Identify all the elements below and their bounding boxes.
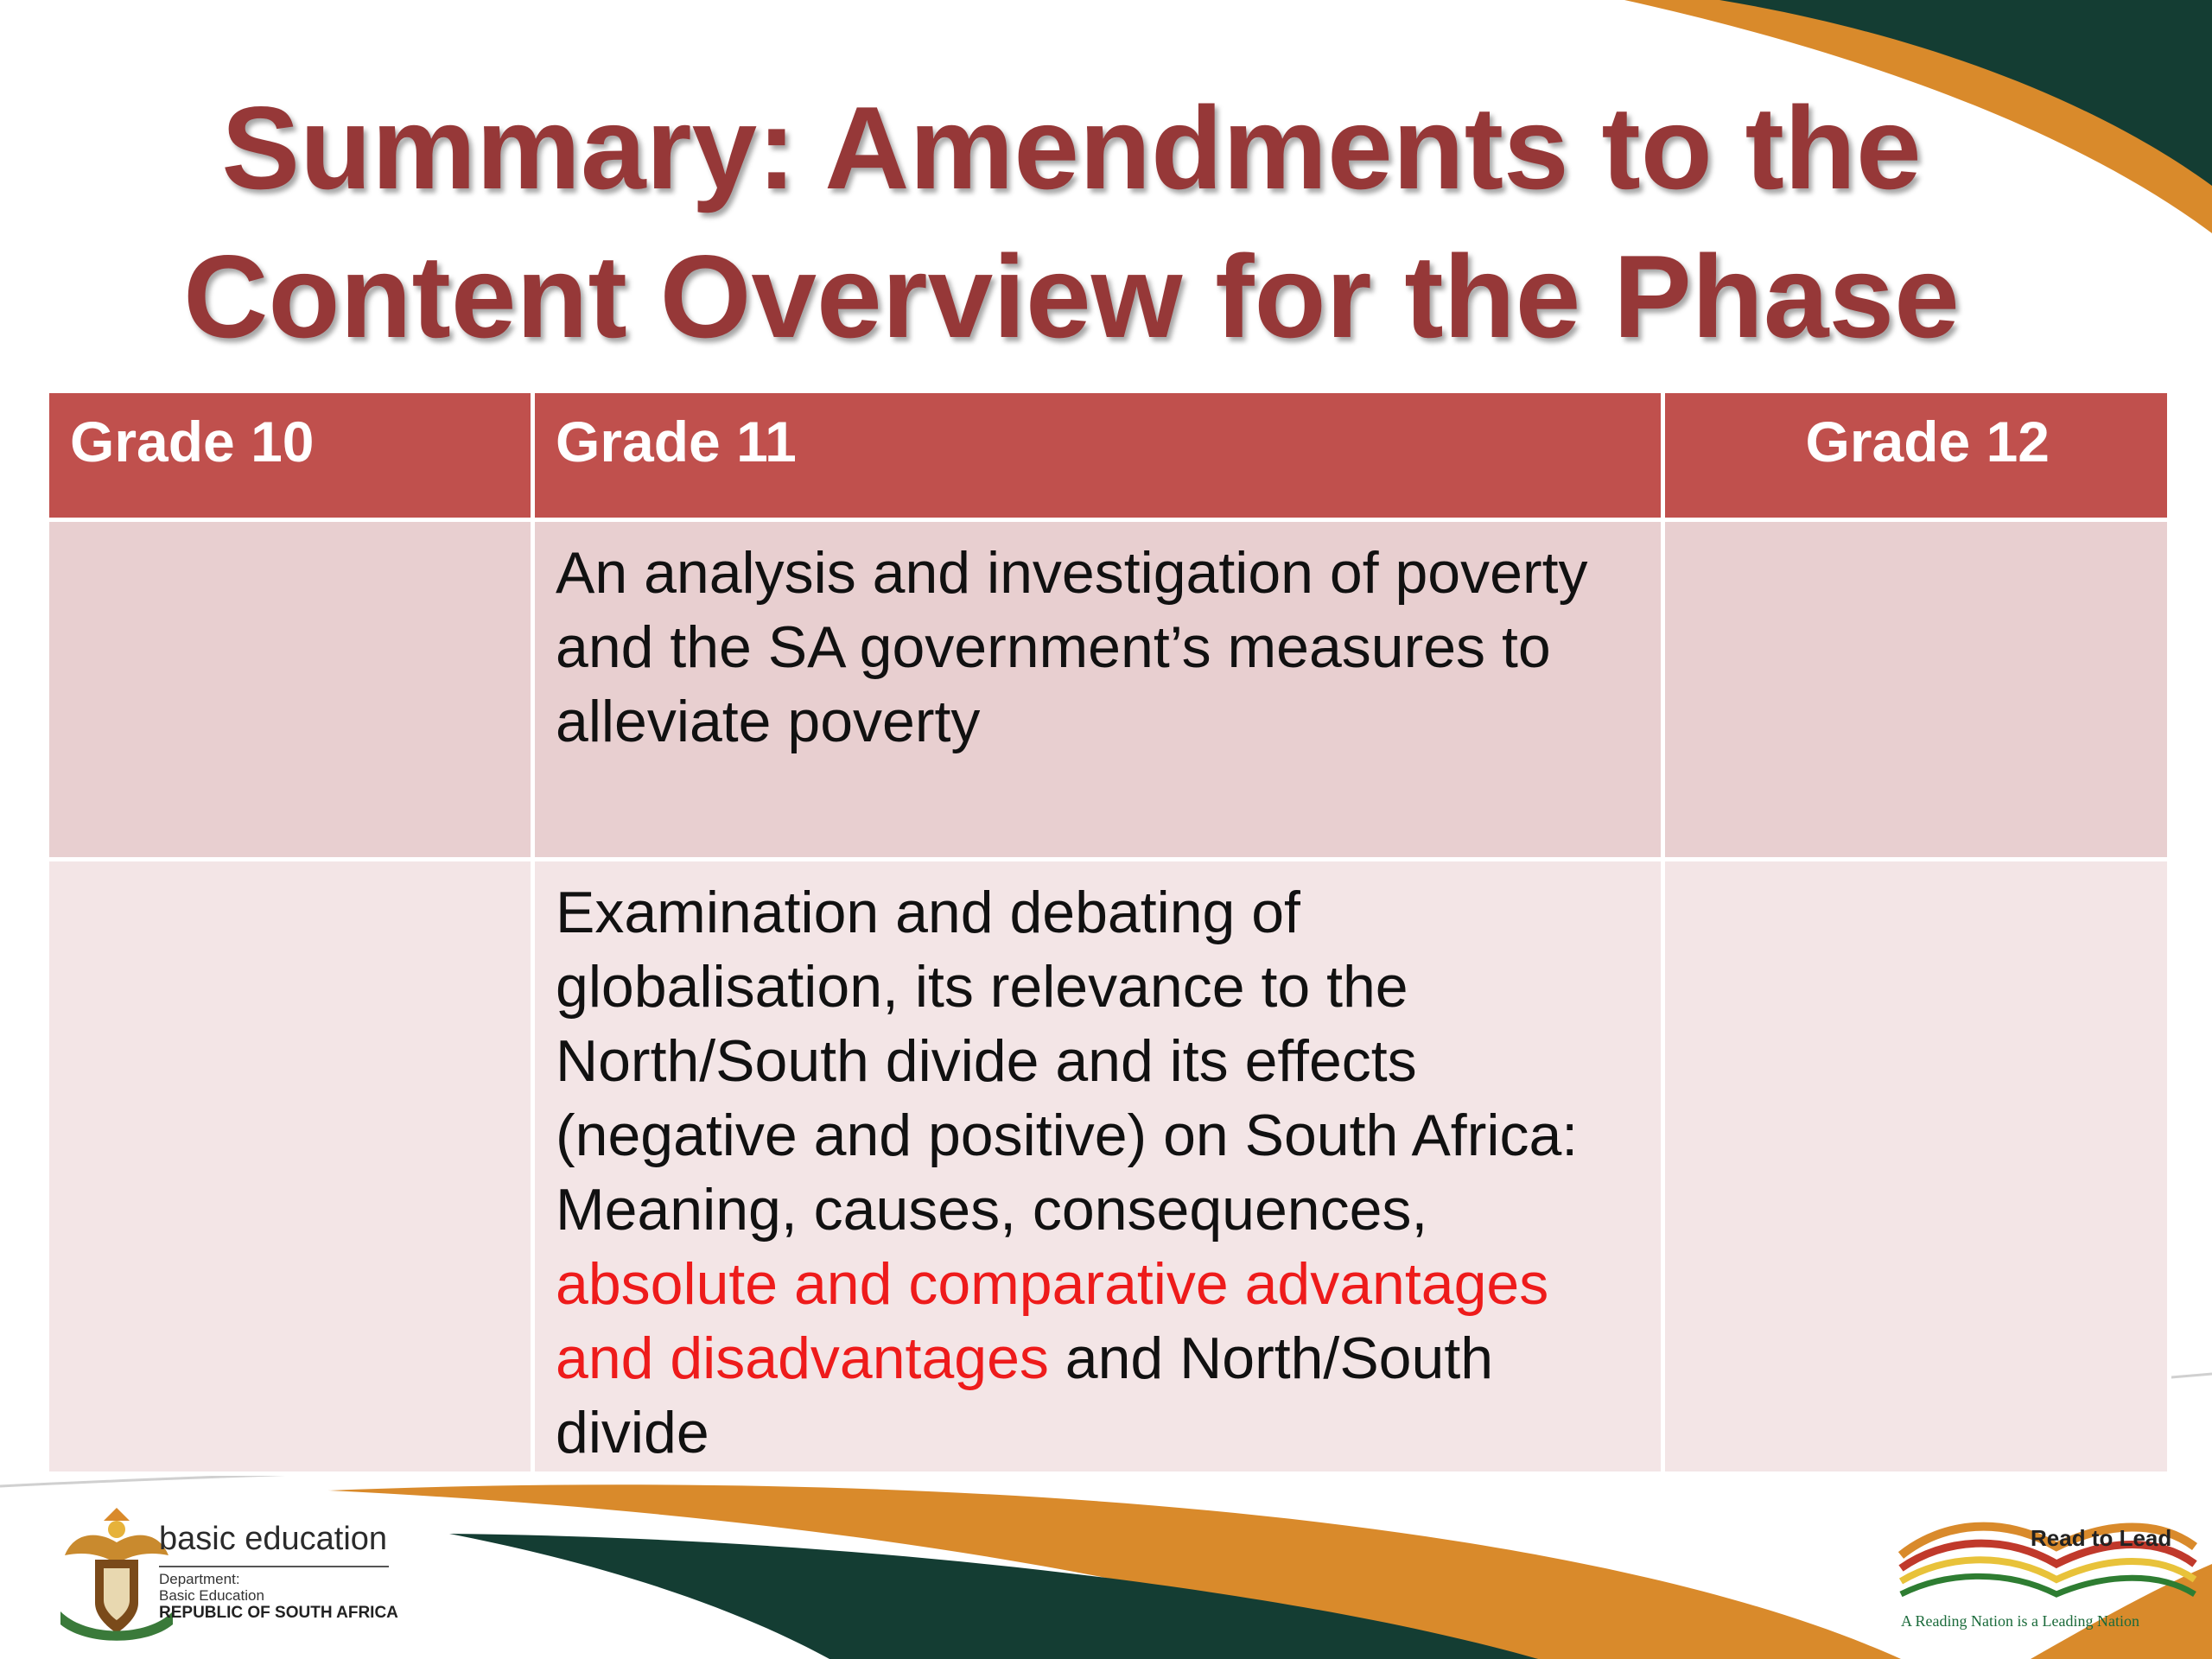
dept-name: basic education (159, 1521, 388, 1557)
dept-line-2: Basic Education (159, 1587, 264, 1604)
dept-line-3: REPUBLIC OF SOUTH AFRICA (159, 1604, 398, 1622)
title-line-2: Content Overview for the Phase (183, 231, 1960, 362)
read-to-lead-title: Read to Lead (2031, 1525, 2172, 1551)
row2-text-red: absolute and comparative advantages and disadvantages (556, 1251, 1549, 1391)
dept-line-1: Department: (159, 1571, 240, 1587)
row2-text-black-2: and North/South divide (556, 1325, 1494, 1465)
header-grade-10: Grade 10 (48, 391, 533, 520)
header-grade-11: Grade 11 (533, 391, 1663, 520)
header-grade-12: Grade 12 (1663, 391, 2170, 520)
row1-grade-11-cell: An analysis and investigation of poverty and the SA government’s measures to alleviate poverty (533, 520, 1663, 860)
read-to-lead-tagline: A Reading Nation is a Leading Nation (1901, 1612, 2139, 1630)
row2-text-black-1: Examination and debating of globalisation, its relevance to the North/South divide and its effects (negative and positive) on South Africa: Meaning, causes, consequences, (556, 880, 1579, 1243)
title-line-1: Summary: Amendments to the (221, 82, 1922, 213)
